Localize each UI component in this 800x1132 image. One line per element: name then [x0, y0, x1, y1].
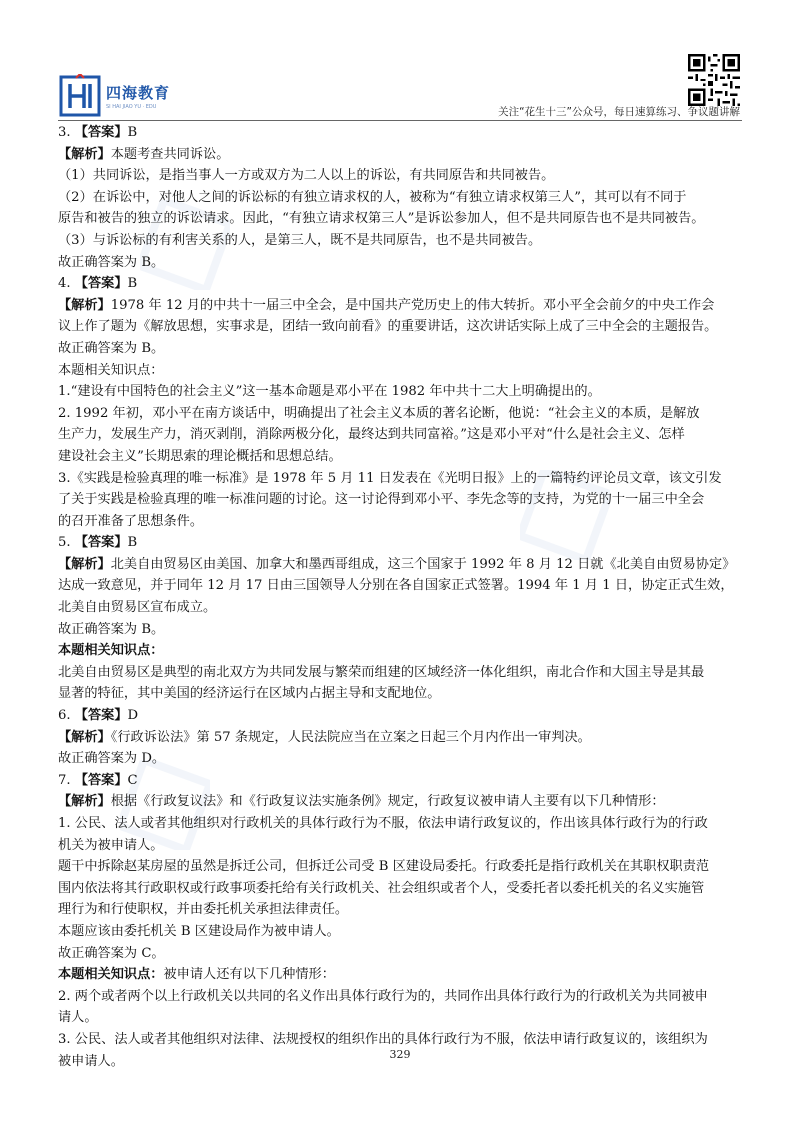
text-line: 2. 1992 年初，邓小平在南方谈话中，明确提出了社会主义本质的著名论断，他说：“社会主义的本质，是解放 — [58, 405, 700, 421]
knowledge-text: 被申请人还有以下几种情形： — [163, 967, 335, 983]
knowledge-line — [58, 964, 744, 986]
analysis-text: 1978 年 12 月的中共十一届三中全会，是中国共产党历史上的伟大转折。邓小平全会前夕的中央工作会 — [110, 297, 715, 313]
answer-line-q7 — [58, 770, 744, 792]
text-line: （1）共同诉讼，是指当事人一方或双方为二人以上的诉讼，有共同原告和共同被告。 — [58, 168, 555, 184]
answer-value: B — [127, 535, 138, 551]
answer-tag: 【答案】 — [74, 772, 128, 788]
answer-value: B — [127, 125, 138, 140]
knowledge-heading: 本题相关知识点： — [58, 967, 164, 983]
brand-logo — [58, 74, 188, 118]
answer-value: C — [127, 772, 138, 788]
text-line: 达成一致意见，并于同年 12 月 17 日由三国领导人分别在各自国家正式签署。1994 年 1 月 1 日，协定正式生效， — [58, 578, 734, 594]
answer-line-q5 — [58, 532, 744, 554]
question-number: 4. — [58, 276, 71, 292]
analysis-tag: 【解析】 — [58, 297, 111, 313]
analysis-line — [58, 791, 744, 813]
question-number: 7. — [58, 772, 71, 788]
text-line: 了关于实践是检验真理的唯一标准问题的讨论。这一讨论得到邓小平、李先念等的支持，为党的十一届三中全会 — [58, 492, 705, 508]
answer-line-q3 — [58, 122, 744, 144]
header-slogan: 关注“花生十三”公众号，每日速算练习、争议题讲解 — [498, 106, 740, 118]
analysis-text: 根据《行政复议法》和《行政复议法实施条例》规定，行政复议被申请人主要有以下几种情形： — [110, 794, 665, 810]
text-line: 2. 两个或者两个以上行政机关以共同的名义作出具体行政行为的，共同作出具体行政行为的行政机关为共同被申 — [58, 988, 708, 1004]
conclusion-line: 故正确答案为 D。 — [58, 751, 166, 767]
brand-mark-icon — [58, 74, 102, 118]
question-number: 3. — [58, 125, 71, 140]
analysis-tag: 【解析】 — [58, 146, 111, 162]
qr-code-icon — [688, 54, 740, 106]
text-line: 北美自由贸易区宣布成立。 — [58, 600, 217, 616]
analysis-tag: 【解析】 — [58, 794, 111, 810]
text-line: 本题应该由委托机关 B 区建设局作为被申请人。 — [58, 923, 340, 939]
text-line: 北美自由贸易区是典型的南北双方为共同发展与繁荣而组建的区域经济一体化组织，南北合作和大国主导是其最 — [58, 664, 705, 680]
brand-name: 四海教育 — [106, 84, 171, 102]
answer-value: D — [127, 708, 139, 724]
text-line: 的召开准备了思想条件。 — [58, 513, 204, 529]
text-line: 生产力，发展生产力，消灭剥削，消除两极分化，最终达到共同富裕。”这是邓小平对“什么是社会主义、怎样 — [58, 427, 685, 443]
text-line: 1.“建设有中国特色的社会主义”这一基本命题是邓小平在 1982 年中共十二大上明确提出的。 — [58, 384, 601, 400]
text-line: 1. 公民、法人或者其他组织对行政机关的具体行政行为不服，依法申请行政复议的，作出该具体行政行为的行政 — [58, 816, 708, 831]
text-line: 原告和被告的独立的诉讼请求。因此，“有独立请求权第三人”是诉讼参加人，但不是共同原告也不是共同被告。 — [58, 211, 705, 227]
text-line: （2）在诉讼中，对他人之间的诉讼标的有独立请求权的人，被称为“有独立请求权第三人”，其可以有不同于 — [58, 189, 687, 205]
answer-tag: 【答案】 — [74, 708, 128, 724]
answer-tag: 【答案】 — [74, 276, 128, 292]
knowledge-heading: 本题相关知识点： — [58, 362, 164, 378]
answer-line-q6 — [58, 705, 744, 727]
conclusion-line: 故正确答案为 B。 — [58, 621, 165, 637]
text-line: （3）与诉讼标的有利害关系的人，是第三人，既不是共同原告，也不是共同被告。 — [58, 232, 542, 248]
answer-value: B — [127, 276, 138, 292]
analysis-text: 北美自由贸易区由美国、加拿大和墨西哥组成，这三个国家于 1992 年 8 月 12 日就《北美自由贸易协定》 — [110, 556, 736, 572]
brand-tagline: SI HAI JIAO YU · EDU — [106, 104, 157, 110]
text-line: 3. 公民、法人或者其他组织对法律、法规授权的组织作出的具体行政行为不服，依法申请行政复议的，该组织为 — [58, 1031, 708, 1047]
analysis-tag: 【解析】 — [58, 729, 111, 745]
text-line: 建设社会主义”长期思索的理论概括和思想总结。 — [58, 448, 342, 464]
analysis-tag: 【解析】 — [58, 556, 111, 572]
text-line: 请人。 — [58, 1010, 98, 1026]
answer-tag: 【答案】 — [74, 125, 128, 140]
text-line: 被申请人。 — [58, 1053, 124, 1069]
answer-line-q4 — [58, 273, 744, 295]
answer-tag: 【答案】 — [74, 535, 128, 551]
page-header — [0, 0, 800, 124]
text-line: 显著的特征，其中美国的经济运行在区域内占据主导和支配地位。 — [58, 686, 441, 702]
text-line: 理行为和行使职权，并由委托机关承担法律责任。 — [58, 902, 349, 918]
text-line: 围内依法将其行政职权或行政事项委托给有关行政机关、社会组织或者个人，受委托者以委托机关的名义实施管 — [58, 880, 705, 896]
conclusion-line: 故正确答案为 C。 — [58, 945, 165, 961]
knowledge-heading: 本题相关知识点： — [58, 643, 164, 659]
text-line: 3.《实践是检验真理的唯一标准》是 1978 年 5 月 11 日发表在《光明日报》上的一篇特约评论员文章，该文引发 — [58, 470, 722, 486]
header-divider — [58, 120, 742, 121]
analysis-line — [58, 295, 744, 317]
conclusion-line: 故正确答案为 B。 — [58, 340, 165, 356]
question-number: 5. — [58, 535, 71, 551]
text-line: 议上作了题为《解放思想，实事求是，团结一致向前看》的重要讲话，这次讲话实际上成了三中全会的主题报告。 — [58, 319, 718, 335]
analysis-text: 本题考查共同诉讼。 — [110, 146, 230, 162]
conclusion-line: 故正确答案为 B。 — [58, 254, 165, 270]
analysis-line — [58, 144, 744, 166]
answer-content — [58, 122, 744, 1072]
analysis-text: 《行政诉讼法》第 57 条规定，人民法院应当在立案之日起三个月内作出一审判决。 — [110, 729, 591, 745]
text-line: 题干中拆除赵某房屋的虽然是拆迁公司，但拆迁公司受 B 区建设局委托。行政委托是指行政机关在其职权职责范 — [58, 859, 710, 875]
analysis-line — [58, 554, 744, 576]
analysis-line — [58, 727, 744, 749]
page-number: 329 — [389, 1048, 411, 1061]
text-line: 机关为被申请人。 — [58, 837, 164, 853]
question-number: 6. — [58, 708, 71, 724]
